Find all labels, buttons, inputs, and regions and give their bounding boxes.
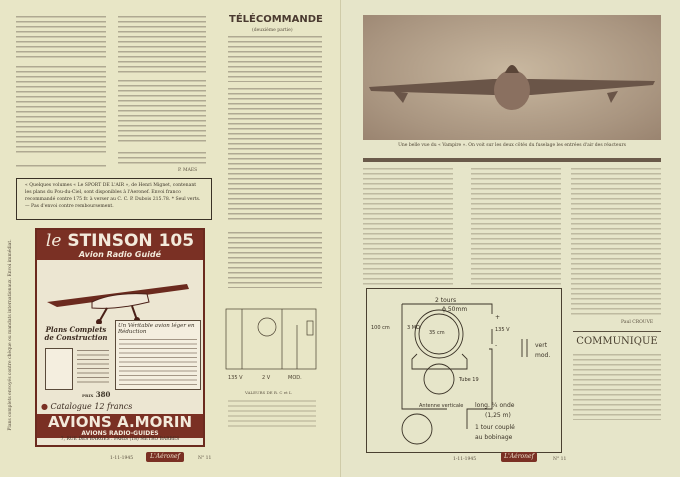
article-text-block xyxy=(363,166,453,288)
schematic-label: 2 V xyxy=(262,375,271,381)
circuit-diagram-box xyxy=(366,288,562,453)
divider xyxy=(573,331,661,332)
circuit-label: (1,25 m) xyxy=(485,412,511,419)
footer-date: 1-11-1945 xyxy=(110,456,134,461)
circuit-label: vert xyxy=(535,342,548,349)
circuit-label: 35 cm xyxy=(429,330,445,336)
photo-caption: Une belle vue du « Vampire ». On voit sur les deux côtés du fuselage les entrées d'air des réacteurs xyxy=(398,143,626,148)
schematic-diagram xyxy=(222,305,322,385)
price-prefix: PRIX xyxy=(82,393,94,398)
stinson-advertisement xyxy=(35,228,205,447)
circuit-label: ϕ 50mm xyxy=(442,306,468,313)
footer-issue: N° 11 xyxy=(198,456,212,461)
article-text-block xyxy=(118,14,206,74)
ad-brand-prefix: le xyxy=(45,231,62,251)
circuit-label: Tube 19 xyxy=(459,377,479,383)
communique-title: COMMUNIQUE xyxy=(576,336,658,347)
article-text-block xyxy=(16,163,106,169)
footer-logo: L'Aéronef xyxy=(501,452,537,462)
divider xyxy=(363,158,661,162)
ad-company: AVIONS A.MORIN xyxy=(47,413,193,431)
footer-date: 1-11-1945 xyxy=(453,457,477,462)
ad-address: 7, RUE DES BARGES . PARIS (18) METRO BARBES xyxy=(60,437,180,442)
notice-text: « Quelques volumes « Le SPORT DE L'AIR », de Henri Mignet, contenant les plans du Pou-du-Ciel, sont disponibles à l'Aeronef. Envoi franco recommandé contre 175 fr. à verser au C. C. P. Dubois 215.78. * Seul verts. — Pas d'envoi contre remboursement. xyxy=(25,183,201,209)
catalogue-text: Catalogue 12 francs xyxy=(50,402,133,411)
article-text-block xyxy=(16,64,106,154)
article-text-block xyxy=(571,166,661,316)
article-text-block xyxy=(118,150,206,166)
circuit-label: mod. xyxy=(535,352,551,359)
ad-title: STINSON 105 xyxy=(67,231,195,251)
circuit-label: 2 tours xyxy=(435,297,457,304)
article-text-block xyxy=(118,78,206,143)
ad-plans-title: Plans Complets de Construction xyxy=(44,325,108,342)
schematic-label: MOD. xyxy=(288,375,302,381)
article-subtitle: (deuxième partie) xyxy=(252,28,293,33)
author-signature: Paul CROUVE xyxy=(621,320,654,325)
ad-text-block xyxy=(77,348,109,386)
circuit-label: au bobinage xyxy=(475,434,513,441)
communique-text xyxy=(573,352,661,420)
notice-box xyxy=(16,178,212,220)
values-table-title: VALEURS DE R. C et L xyxy=(245,390,292,395)
airplane-illustration xyxy=(37,262,203,324)
article-text-block xyxy=(471,166,561,286)
circuit-label: 100 cm xyxy=(371,325,390,331)
schematic-label: 135 V xyxy=(228,375,243,381)
ad-promo-box xyxy=(115,320,201,390)
transmitter-circuit-diagram xyxy=(367,289,560,451)
ad-subtitle: Avion Radio Guidé xyxy=(78,250,162,259)
ad-price xyxy=(82,390,110,399)
ad-header xyxy=(37,230,203,260)
article-text-block xyxy=(228,34,322,82)
circuit-label: 3 MΩ xyxy=(407,325,420,331)
side-note: Plans complets envoyés contre chèque ou mandats internationaux. Envoi immédiat. xyxy=(8,239,13,431)
vampire-jet-image xyxy=(363,15,661,140)
footer-issue: N° 11 xyxy=(553,457,567,462)
article-title: TÉLÉCOMMANDE xyxy=(229,14,323,25)
ad-promo-title: Un Véritable avion léger en Réduction xyxy=(118,323,195,335)
article-text-block xyxy=(228,86,322,221)
ad-company-sub: AVIONS RADIO-GUIDES xyxy=(81,430,159,437)
article-text-block xyxy=(228,230,322,288)
circuit-label: Antenne verticale xyxy=(419,403,464,409)
article-text-block xyxy=(16,14,106,60)
price-value: 380 xyxy=(95,390,111,399)
ad-catalogue: ● Catalogue 12 francs xyxy=(41,402,133,411)
ad-company-band xyxy=(37,414,203,438)
vampire-photo xyxy=(363,15,661,140)
plans-folder-icon xyxy=(45,348,73,390)
circuit-label: + xyxy=(495,314,501,321)
circuit-label: long. ¼ onde xyxy=(475,402,515,409)
circuit-label: 1 tour couplé xyxy=(475,424,515,431)
circuit-label: - xyxy=(495,342,498,349)
circuit-label: 135 V xyxy=(495,327,510,333)
right-page xyxy=(340,0,680,477)
footer-logo: L'Aéronef xyxy=(146,452,184,462)
values-table xyxy=(228,398,316,430)
author-signature: P. MAES xyxy=(178,168,198,173)
ad-promo-text xyxy=(119,337,197,385)
